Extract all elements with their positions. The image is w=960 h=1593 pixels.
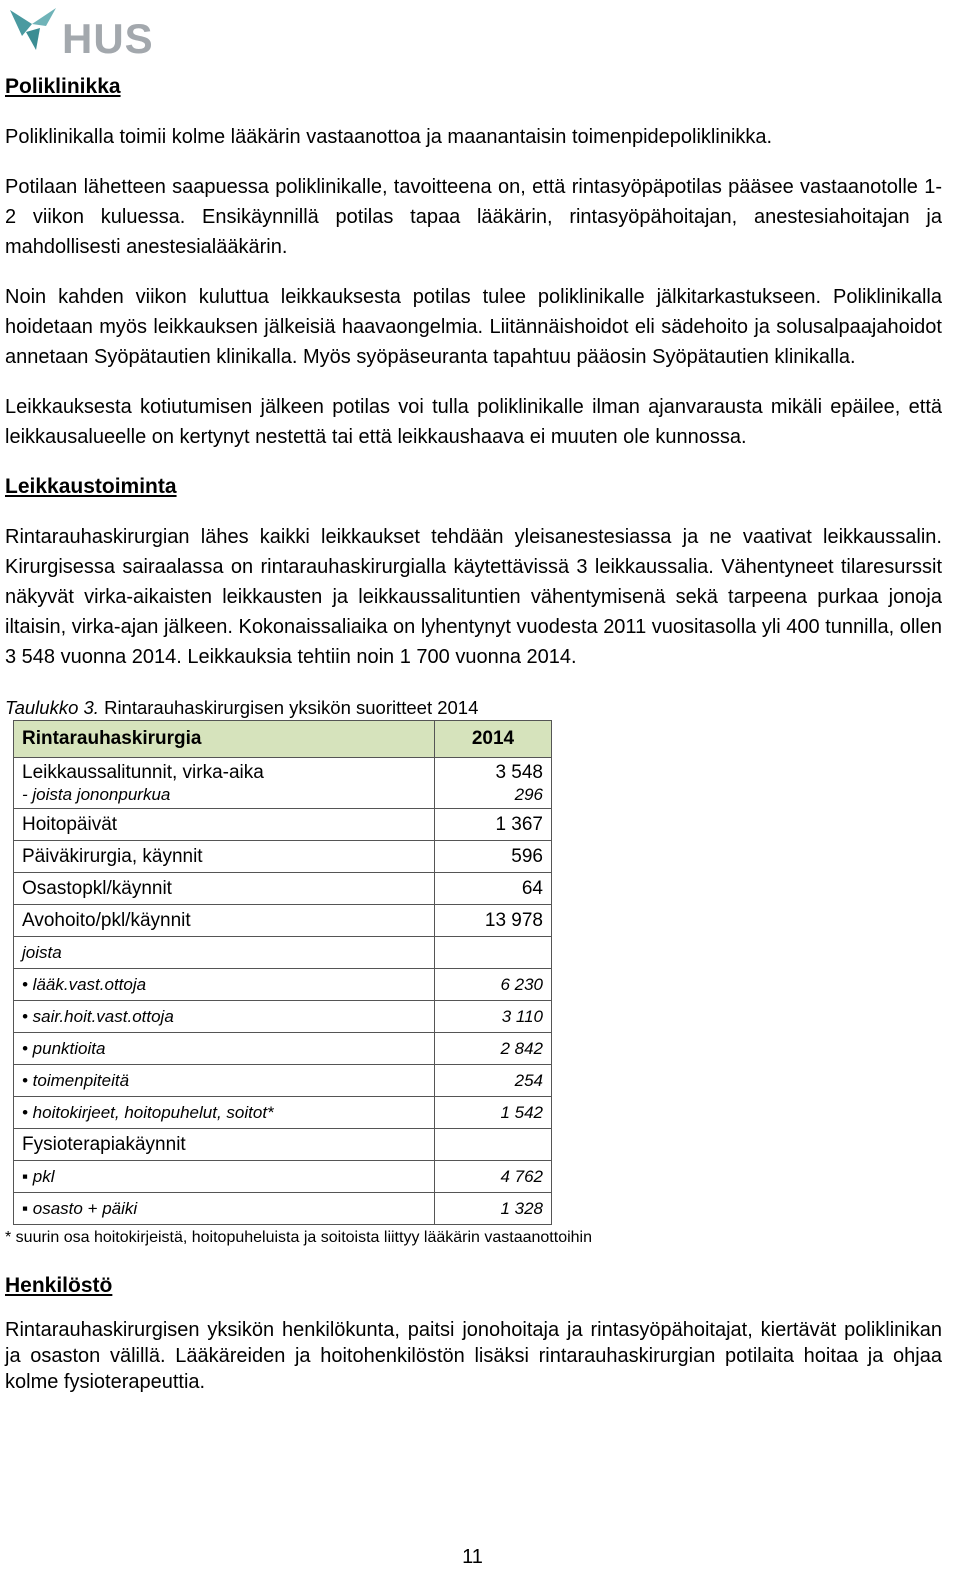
page-number: 11	[462, 1546, 483, 1568]
row-value: 13 978	[435, 905, 552, 937]
header-label: Rintarauhaskirurgia	[14, 721, 435, 758]
row-label: • hoitokirjeet, hoitopuhelut, soitot*	[14, 1097, 435, 1129]
paragraph: Poliklinikalla toimii kolme lääkärin vastaanottoa ja maanantaisin toimenpidepoliklinikka.	[5, 126, 773, 148]
section-heading-leikkaustoiminta: Leikkaustoiminta	[5, 475, 177, 498]
table-row	[14, 1097, 552, 1129]
row-value: 3 548	[495, 762, 543, 783]
row-value: 1 542	[435, 1097, 552, 1129]
row-label: • punktioita	[14, 1033, 435, 1065]
row-label: Osastopkl/käynnit	[14, 873, 435, 905]
document-body	[5, 72, 942, 1395]
row-value: 3 110	[435, 1001, 552, 1033]
row-value: 1 328	[435, 1193, 552, 1225]
row-value	[435, 937, 552, 969]
row-value: 2 842	[435, 1033, 552, 1065]
paragraph: Rintarauhaskirurgisen yksikön henkilökunta, paitsi jonohoitaja ja rintasyöpähoitajat, kiertävät poliklinikan ja osaston välillä. Lääkäreiden ja hoitohenkilöstön lisäksi rintarauhaskirurgian potilaita hoitaa ja ohjaa kolme fysioterapeuttia.	[5, 1319, 942, 1393]
table-row	[14, 1065, 552, 1097]
row-label: Päiväkirurgia, käynnit	[14, 841, 435, 873]
logo-text: HUS	[62, 15, 154, 62]
table-row	[14, 758, 552, 809]
row-label: joista	[14, 937, 435, 969]
paragraph: Rintarauhaskirurgian lähes kaikki leikkaukset tehdään yleisanestesiassa ja ne vaativat leikkaussalin. Kirurgisessa sairaalassa on rintarauhaskirurgialla käytettävissä 3 leikkaussalia. Vähentyneet tilaresurssit näkyvät virka-aikaisten leikkausten ja leikkaussalituntien vähentymisenä sekä tarpeena purkaa jonoja iltaisin, virka-ajan jälkeen. Kokonaissaliaika on lyhentynyt vuodesta 2011 vuositasolla yli 400 tunnilla, ollen 3 548 vuonna 2014. Leikkauksia tehtiin noin 1 700 vuonna 2014.	[5, 526, 942, 668]
header-year: 2014	[435, 721, 552, 758]
paragraph: Leikkauksesta kotiutumisen jälkeen potilas voi tulla poliklinikalle ilman ajanvarausta mikäli epäilee, että leikkausalueelle on kertynyt nestettä tai että leikkaushaava ei muuten ole kunnossa.	[5, 396, 942, 448]
row-label: Avohoito/pkl/käynnit	[14, 905, 435, 937]
row-label: ▪ osasto + päiki	[14, 1193, 435, 1225]
table-row	[14, 1161, 552, 1193]
table-row	[14, 841, 552, 873]
table-row	[14, 873, 552, 905]
row-label: • toimenpiteitä	[14, 1065, 435, 1097]
row-label: Leikkaussalitunnit, virka-aika	[22, 762, 264, 783]
table-row	[14, 905, 552, 937]
table-row	[14, 937, 552, 969]
row-label: • sair.hoit.vast.ottoja	[14, 1001, 435, 1033]
row-label: ▪ pkl	[14, 1161, 435, 1193]
table-caption	[5, 696, 942, 720]
table-header-row	[14, 721, 552, 758]
hus-logo	[6, 2, 156, 62]
table-row	[14, 1129, 552, 1161]
section-heading-poliklinikka: Poliklinikka	[5, 75, 121, 98]
hus-logo-mark-icon	[6, 6, 62, 54]
table-footnote: * suurin osa hoitokirjeistä, hoitopuheluista ja soitoista liittyy lääkärin vastaanottoihin	[5, 1229, 592, 1246]
row-value: 64	[435, 873, 552, 905]
table-caption-text: Rintarauhaskirurgisen yksikön suoritteet 2014	[98, 697, 479, 718]
row-value: 1 367	[435, 809, 552, 841]
row-value: 6 230	[435, 969, 552, 1001]
row-subvalue: 296	[514, 785, 543, 804]
row-value: 4 762	[435, 1161, 552, 1193]
paragraph: Potilaan lähetteen saapuessa poliklinikalle, tavoitteena on, että rintasyöpäpotilas pääsee vastaanotolle 1-2 viikon kuluessa. Ensikäynnillä potilas tapaa lääkärin, rintasyöpähoitajan, anestesiahoitajan ja mahdollisesti anestesialääkärin.	[5, 176, 942, 258]
row-value: 596	[435, 841, 552, 873]
paragraph: Noin kahden viikon kuluttua leikkauksesta potilas tulee poliklinikalle jälkitarkastukseen. Poliklinikalla hoidetaan myös leikkauksen jälkeisiä haavaongelmia. Liitännäishoidot eli sädehoito ja solusalpaajahoidot annetaan Syöpätautien klinikalla. Myös syöpäseuranta tapahtuu pääosin Syöpätautien klinikalla.	[5, 286, 942, 368]
row-label: Hoitopäivät	[14, 809, 435, 841]
table-caption-label: Taulukko 3.	[5, 697, 99, 718]
row-value: 254	[435, 1065, 552, 1097]
row-value	[435, 1129, 552, 1161]
section-heading-henkilosto: Henkilöstö	[5, 1274, 113, 1297]
table-row	[14, 1033, 552, 1065]
table-row	[14, 1001, 552, 1033]
statistics-table	[13, 720, 552, 1225]
table-row	[14, 809, 552, 841]
table-row	[14, 1193, 552, 1225]
row-label: • lääk.vast.ottoja	[14, 969, 435, 1001]
row-label: Fysioterapiakäynnit	[14, 1129, 435, 1161]
table-row	[14, 969, 552, 1001]
row-sublabel: - joista jononpurkua	[22, 785, 171, 804]
